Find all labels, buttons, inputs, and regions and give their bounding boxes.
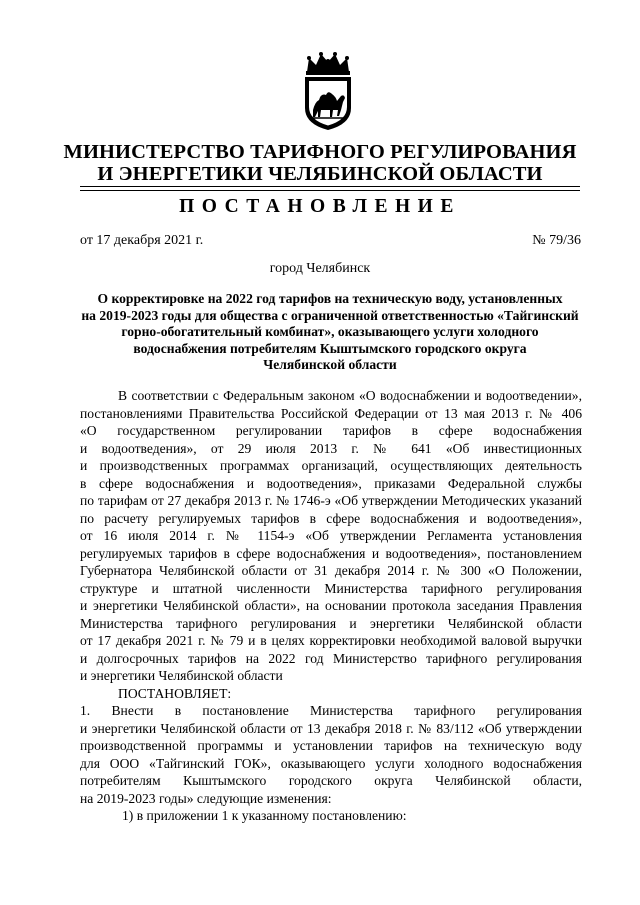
body-line: 1. Внести в постановление Министерства тарифного регулирования xyxy=(80,703,582,718)
body-line: Губернатора Челябинской области от 31 декабря 2014 г. № 300 «О Положении, xyxy=(80,563,582,578)
title-line: Челябинской области xyxy=(263,357,397,372)
body-line: В соответствии с Федеральным законом «О водоснабжении и водоотведении», xyxy=(118,388,582,403)
body-line: Министерства тарифного регулирования и энергетики Челябинской области xyxy=(80,615,582,631)
header-divider xyxy=(80,186,580,187)
body-line: и производственных программах организаций, осуществляющих деятельность xyxy=(80,458,582,473)
body-line: постановлениями Правительства Российской Федерации от 13 мая 2013 г. № 406 xyxy=(80,405,582,421)
body-line: для ООО «Тайгинский ГОК», оказывающего услуги холодного водоснабжения xyxy=(80,755,582,771)
body-line: 1) в приложении 1 к указанному постановлению: xyxy=(122,808,407,823)
document-title xyxy=(80,291,580,374)
body-line: и энергетики Челябинской области xyxy=(80,668,283,683)
ministry-name-line-1: МИНИСТЕРСТВО ТАРИФНОГО РЕГУЛИРОВАНИЯ xyxy=(63,141,577,163)
body-line: потребителям Кыштымского городского округа Челябинской области, xyxy=(80,773,582,788)
body-line: по тарифам от 27 декабря 2013 г. № 1746-э «Об утверждении Методических указаний xyxy=(80,493,582,508)
body-line: на 2019-2023 годы» следующие изменения: xyxy=(80,790,332,806)
body-line: «О государственном регулировании тарифов в сфере водоснабжения xyxy=(80,423,582,438)
body-line: производственной программы и установлении тарифов на техническую воду xyxy=(80,738,582,753)
body-line: и водоотведения», от 29 июля 2013 г. № 641 «Об инвестиционных xyxy=(80,440,582,456)
body-line: в сфере водоснабжения и водоотведения», приказами Федеральной службы xyxy=(80,475,582,491)
body-line: и энергетики Челябинской области от 13 декабря 2018 г. № 83/112 «Об утверждении xyxy=(80,720,582,736)
header-divider xyxy=(80,190,580,191)
body-line: регулируемых тарифов в сфере водоснабжения и водоотведения», постановлением xyxy=(80,545,582,561)
ministry-name-line-2: И ЭНЕРГЕТИКИ ЧЕЛЯБИНСКОЙ ОБЛАСТИ xyxy=(97,163,543,185)
body-line: структуре и штатной численности Министерства тарифного регулирования xyxy=(80,580,582,596)
document-date: от 17 декабря 2021 г. xyxy=(80,233,204,248)
title-line: водоснабжения потребителям Кыштымского городского округа xyxy=(133,340,527,356)
body-line: от 17 декабря 2021 г. № 79 и в целях корректировки необходимой валовой выручки xyxy=(80,633,582,648)
body-line: и энергетики Челябинской области», на основании протокола заседания Правления xyxy=(80,598,582,613)
document-type: ПОСТАНОВЛЕНИЕ xyxy=(179,196,461,217)
body-line: от 16 июля 2014 г. № 1154-э «Об утверждении Регламента установления xyxy=(80,528,582,543)
title-line: О корректировке на 2022 год тарифов на техническую воду, установленных xyxy=(97,291,563,306)
document-city: город Челябинск xyxy=(269,261,371,276)
document-body xyxy=(80,387,582,825)
document-number: № 79/36 xyxy=(532,233,581,248)
body-line: и долгосрочных тарифов на 2022 год Министерство тарифного регулирования xyxy=(80,650,582,666)
title-line: на 2019-2023 годы для общества с ограниченной ответственностью «Тайгинский xyxy=(81,307,579,323)
chelyabinsk-coat-of-arms-icon xyxy=(297,50,359,132)
title-line: горно-обогатительный комбинат», оказывающего услуги холодного xyxy=(121,324,539,339)
body-line: по расчету регулируемых тарифов в сфере водоснабжения и водоотведения», xyxy=(80,510,582,526)
body-line-resolves: ПОСТАНОВЛЯЕТ: xyxy=(118,685,232,701)
